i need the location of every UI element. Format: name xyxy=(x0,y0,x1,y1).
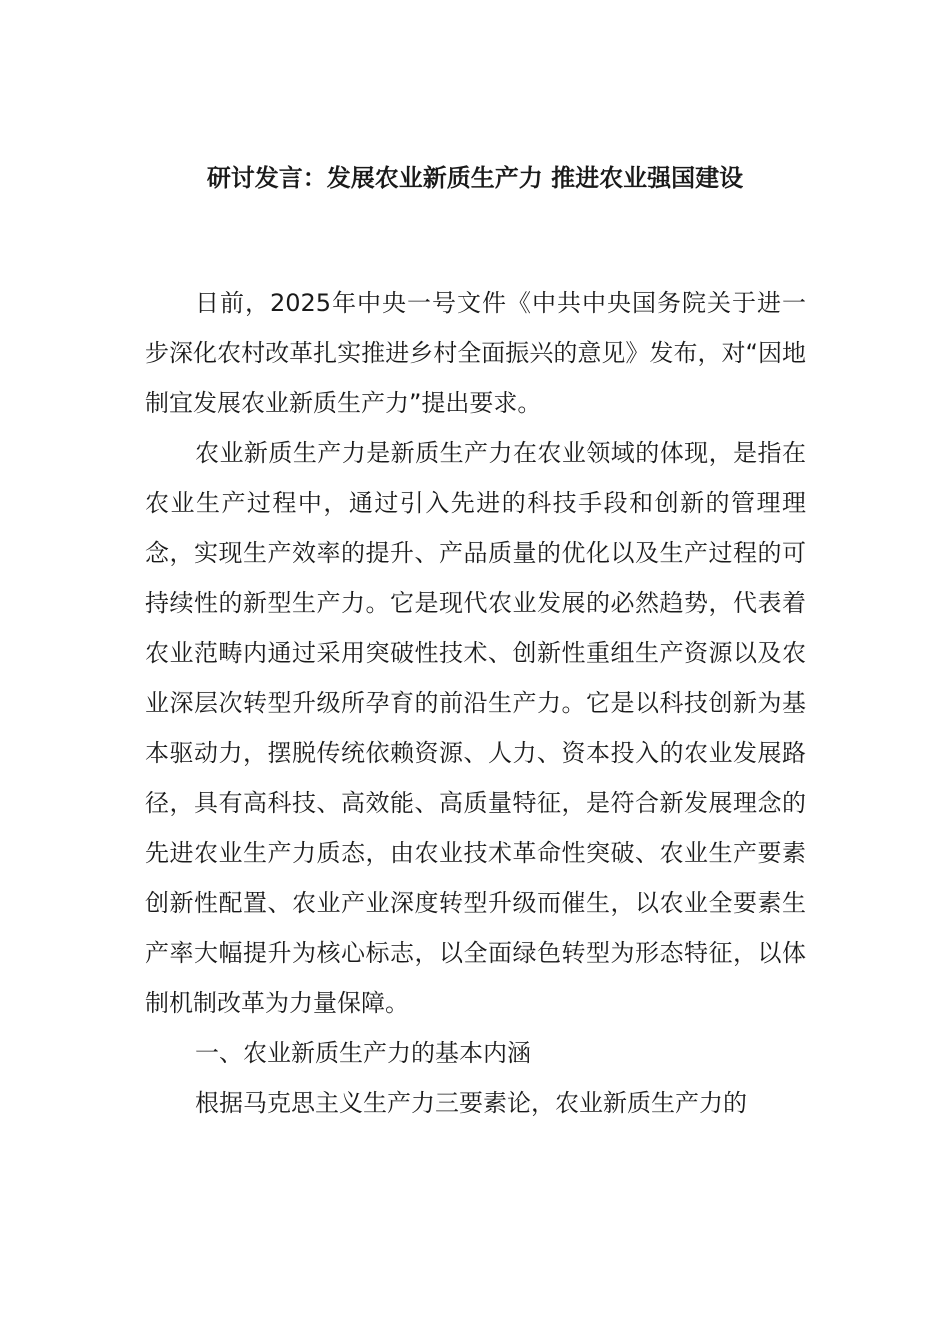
document-title: 研讨发言：发展农业新质生产力 推进农业强国建设 xyxy=(206,164,744,192)
paragraph-section-1: 根据马克思主义生产力三要素论，农业新质生产力的 xyxy=(195,1089,747,1117)
section-heading-1: 一、农业新质生产力的基本内涵 xyxy=(195,1039,531,1067)
paragraph-definition: 农业新质生产力是新质生产力在农业领域的体现，是指在农业生产过程中，通过引入先进的科技手段和创新的管理理念，实现生产效率的提升、产品质量的优化以及生产过程的可持续性的新型生产力。它是现代农业发展的必然趋势，代表着农业范畴内通过采用突破性技术、创新性重组生产资源以及农业深层次转型升级所孕育的前沿生产力。它是以科技创新为基本驱动力，摆脱传统依赖资源、人力、资本投入的农业发展路径，具有高科技、高效能、高质量特征，是符合新发展理念的先进农业生产力质态，由农业技术革命性突破、农业生产要素创新性配置、农业产业深度转型升级而催生，以农业全要素生产率大幅提升为核心标志，以全面绿色转型为形态特征，以体制机制改革为力量保障。 xyxy=(145,439,806,1017)
document-body xyxy=(145,278,806,1128)
paragraph-intro: 日前，2025年中央一号文件《中共中央国务院关于进一步深化农村改革扎实推进乡村全面振兴的意见》发布，对“因地制宜发展农业新质生产力”提出要求。 xyxy=(145,289,806,417)
